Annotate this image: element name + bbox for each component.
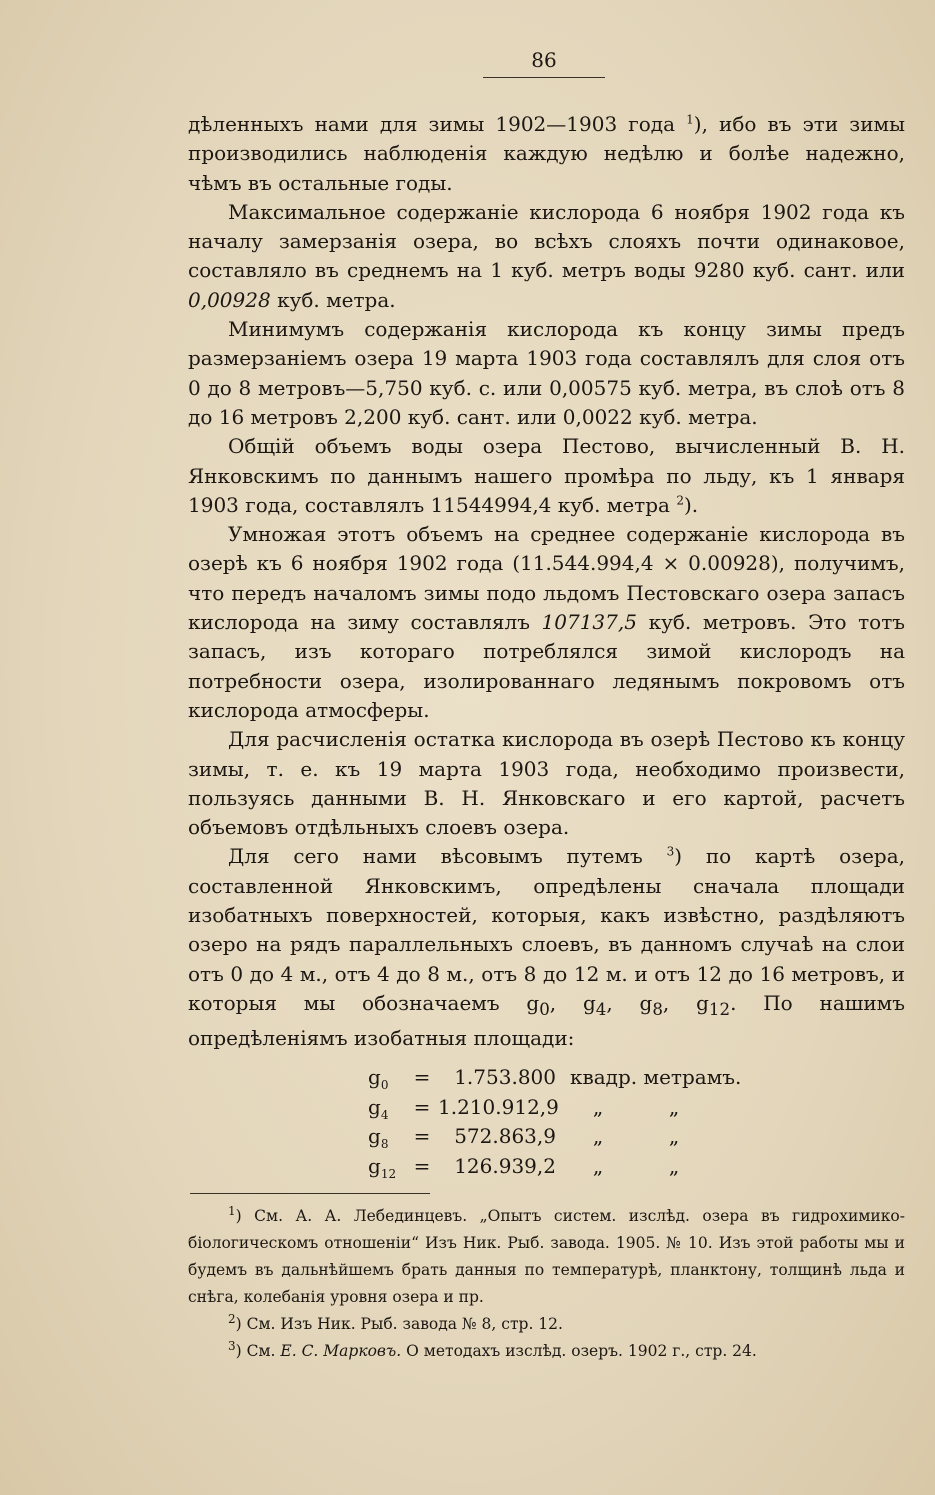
isobath-area-table — [368, 1063, 788, 1181]
text-run: Максимальное содержаніе кислорода 6 ноября 1902 года къ началу замерзанія озера, во всѣхъ слояхъ почти одинаковое, составляло въ среднемъ на 1 куб. метръ воды 9280 куб. сант. или — [188, 199, 905, 283]
paragraph — [188, 110, 905, 198]
text-run: , g — [606, 990, 653, 1015]
text-run: См. А. А. Лебединцевъ. „Опытъ систем. изслѣд. озера въ гидрохимико-біологическомъ отношеніи“ Изъ Ник. Рыб. завода. 1905. № 10. Изъ этой работы мы и будемъ въ дальнѣйшемъ брать данныя по температурѣ, планктону, толщинѣ льда и снѣга, колебанія уровня озера и пр. — [188, 1207, 905, 1306]
paragraph — [188, 432, 905, 520]
footnote-mark-paren: ) — [235, 1207, 242, 1225]
paragraph — [188, 842, 905, 1053]
text-run: См. Изъ Ник. Рыб. завода № 8, стр. 12. — [241, 1315, 563, 1333]
text-run: ) по картѣ озера, составленной Янковскимъ, опредѣлены сначала площади изобатныхъ поверхностей, которыя, какъ извѣстно, раздѣляютъ озеро на рядъ параллельныхъ слоевъ, въ данномъ случаѣ на слои отъ 0 до 4 м., отъ 4 до 8 м., отъ 8 до 12 м. и отъ 12 до 16 метровъ, и которыя мы обозначаемъ g — [188, 844, 906, 1015]
text-run: . По нашимъ опредѣленіямъ изобатныя площади: — [188, 990, 905, 1051]
text-run: дѣленныхъ нами для зимы 1902—1903 года — [188, 112, 687, 136]
area-value: 1.753.800 — [454, 1065, 556, 1089]
text-run: Минимумъ содержанія кислорода къ концу зимы предъ размерзаніемъ озера 19 марта 1903 года составлялъ для слоя отъ 0 до 8 метровъ—5,750 куб. с. или 0,00575 куб. метра, въ слоѣ отъ 8 до 16 метровъ 2,200 куб. сант. или 0,0022 куб. метра. — [188, 317, 905, 429]
footnote-rule — [190, 1193, 430, 1194]
equals-sign: = — [413, 1065, 431, 1089]
ditto-mark: „ — [592, 1094, 604, 1119]
paragraph — [188, 198, 905, 315]
italic-text: Е. С. Марковъ. — [280, 1342, 402, 1360]
area-unit: квадр. метрамъ. — [570, 1065, 742, 1089]
formula-row — [368, 1063, 788, 1093]
footnote-mark: 3 — [228, 1338, 236, 1353]
area-value: 126.939,2 — [454, 1153, 556, 1178]
text-run: См. — [241, 1342, 281, 1360]
equals-sign: = — [413, 1124, 431, 1148]
italic-text: 107137,5 — [541, 610, 637, 635]
area-symbol: $g_0$ — [368, 1065, 389, 1092]
equals-sign: = — [413, 1094, 431, 1119]
paragraph — [188, 725, 905, 842]
area-value: 1.210.912,9 — [438, 1094, 559, 1119]
footnote-mark: 2 — [228, 1311, 236, 1326]
ditto-mark: „ — [668, 1094, 680, 1119]
text-run: Умножая этотъ объемъ на среднее содержаніе кислорода въ озерѣ къ 6 ноября 1902 года (11.544.994,4 × 0.00928), получимъ, что передъ началомъ зимы подо льдомъ Пестовскаго озера запасъ кислорода на зиму составлялъ — [188, 522, 905, 635]
equals-sign: = — [413, 1153, 431, 1178]
area-symbol: $g_{12}$ — [368, 1153, 397, 1181]
subscript: 4 — [595, 999, 607, 1019]
text-run: куб. метровъ. Это тотъ запасъ, изъ котораго потреблялся зимой кислородъ на потребности озера, изолированнаго ледянымъ покровомъ отъ кислорода атмосферы. — [188, 610, 905, 722]
footnote-ref: 2 — [676, 493, 684, 508]
italic-text: 0,00928 — [188, 287, 271, 312]
formula-row — [368, 1122, 788, 1152]
ditto-mark: „ — [668, 1124, 680, 1148]
footnote-ref: 1 — [686, 112, 694, 127]
footnote-ref: 3 — [666, 844, 675, 859]
footnote-mark-paren: ) — [235, 1315, 242, 1333]
formula-row — [368, 1152, 788, 1182]
text-run: О методахъ изслѣд. озеръ. 1902 г., стр. 24. — [401, 1342, 757, 1360]
text-run: Общій объемъ воды озера Пестово, вычисленный В. Н. Янковскимъ по даннымъ нашего промѣра по льду, къ 1 января 1903 года, составлялъ 11544994,4 куб. метра — [188, 434, 905, 517]
subscript: 12 — [708, 999, 731, 1019]
footnote — [188, 1338, 905, 1365]
text-run: , g — [662, 990, 709, 1015]
text-run: куб. метра. — [270, 287, 396, 312]
text-run: Для расчисленія остатка кислорода въ озерѣ Пестово къ концу зимы, т. е. къ 19 марта 1903 года, необходимо произвести, пользуясь данными В. Н. Янковскаго и его картой, расчетъ объемовъ отдѣльныхъ слоевъ озера. — [188, 727, 905, 840]
text-run: ). — [683, 492, 699, 517]
ditto-mark: „ — [668, 1153, 680, 1178]
text-run: , g — [549, 990, 596, 1015]
footnotes — [188, 1203, 905, 1365]
subscript: 0 — [539, 999, 550, 1019]
area-symbol: $g_4$ — [368, 1094, 389, 1122]
text-run: ), ибо въ эти зимы производились наблюденія каждую недѣлю и болѣе надежно, чѣмъ въ остальные годы. — [188, 112, 906, 195]
area-value: 572.863,9 — [454, 1124, 556, 1148]
subscript: 8 — [652, 999, 663, 1019]
area-symbol: $g_8$ — [368, 1124, 389, 1151]
footnote-mark-paren: ) — [235, 1342, 242, 1360]
footnote — [188, 1311, 905, 1338]
ditto-mark: „ — [592, 1124, 604, 1148]
text-run: Для сего нами вѣсовымъ путемъ — [228, 844, 667, 869]
paragraph — [188, 520, 905, 725]
body-text — [188, 110, 905, 1054]
page-number-rule — [483, 77, 605, 78]
page-number: 86 — [531, 48, 557, 72]
footnote-mark: 1 — [228, 1203, 236, 1218]
footnote — [188, 1203, 905, 1311]
ditto-mark: „ — [592, 1153, 604, 1178]
paragraph — [188, 315, 905, 432]
formula-row — [368, 1093, 788, 1123]
